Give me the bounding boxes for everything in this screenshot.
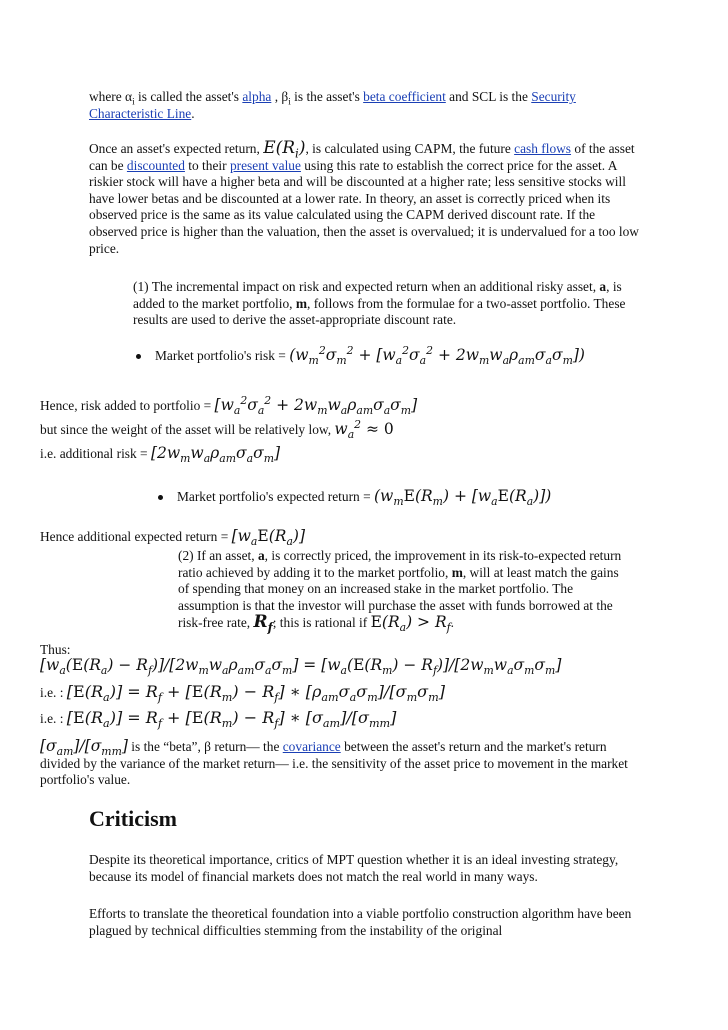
- risk-added-formula: $[w_a^2\sigma_a^2 + 2w_mw_a\rho_{am}\sigma_a\sigma_m]$: [214, 393, 418, 418]
- alpha-beta-paragraph: where $\alpha_i$ is called the asset's alpha , $\beta_i$ is the asset's beta coefficient and SCL is the Security Characteristic Line.: [89, 89, 576, 121]
- weight-approx-formula: $w_a^2 \approx 0$: [334, 417, 394, 442]
- bullet-icon: [136, 354, 141, 359]
- incremental-impact-paragraph: (1) The incremental impact on risk and expected return when an additional risky asset, a, is added to the market portfolio, m, follows from the formulae for a two-asset portfolio. These results are used to derive the asset-appropriate discount rate.: [133, 279, 626, 328]
- cash-flows-link[interactable]: cash flows: [514, 141, 572, 156]
- capm-equation-line-2: i.e. : $[E(R_a)] = R_f + [E(R_m) - R_f]$ ∗ $[\sigma_{am}]/[\sigma_{mm}]$: [40, 708, 397, 731]
- bullet-icon: [158, 495, 163, 500]
- beta-coefficient-link[interactable]: beta coefficient: [363, 89, 446, 104]
- discounted-link[interactable]: discounted: [126, 157, 185, 173]
- correct-pricing-paragraph: (2) If an asset, a, is correctly priced, the improvement in its risk-to-expected return ratio achieved by adding it to the market portfolio, m, will at least match the gains of spending that money on an increased stake in the market portfolio. The assumption is that the investor will purchase the asset with funds borrowed at the risk-free rate, $R_f$; this is rational if $E(R_a) > R_f$.: [178, 548, 622, 635]
- covariance-link[interactable]: covariance: [282, 739, 341, 754]
- market-risk-formula: $(w_m^2\sigma_m^2 + [w_a^2\sigma_a^2 + 2w_mw_a\rho_{am}\sigma_a\sigma_m])$: [289, 343, 585, 368]
- market-return-bullet: Market portfolio's expected return = $(w_mE(R_m) + [w_aE(R_a)])$: [158, 488, 628, 506]
- capm-pricing-paragraph: Once an asset's expected return, $E(R_i)$, is calculated using CAPM, the future cash flows of the asset can be discounted to their present value using this rate to establish the correct price for the asset. A riskier stock will have a higher beta and will be discounted at a higher rate; less sensitive stocks will have lower betas and be discounted at a lower rate. In theory, an asset is correctly priced when its observed price is the same as its value calculated using the CAPM derived discount rate. If the observed price is higher than the valuation, then the asset is overvalued; it is undervalued for a too low price.: [89, 138, 639, 256]
- present-value-link[interactable]: present value: [229, 157, 301, 173]
- capm-equation-line-1: i.e. : $[E(R_a)] = R_f + [E(R_m) - R_f]$ ∗ $[\rho_{am}\sigma_a\sigma_m]/[\sigma_m\sigma_m]$: [40, 682, 445, 705]
- additional-risk-formula: $[2w_mw_a\rho_{am}\sigma_a\sigma_m]$: [150, 444, 281, 466]
- additional-return-formula: $[w_aE(R_a)]$: [231, 527, 306, 549]
- criticism-heading: Criticism: [89, 806, 177, 831]
- beta-ratio-formula: $[\sigma_{am}]/[\sigma_{mm}]$: [40, 737, 128, 759]
- criticism-paragraph-2: Efforts to translate the theoretical foundation into a viable portfolio construction algorithm have been plagued by technical difficulties stemming from the instability of the original: [89, 906, 632, 938]
- expected-return-formula: $E(R_i)$: [263, 138, 306, 161]
- market-return-formula: $(w_mE(R_m) + [w_aE(R_a)])$: [374, 487, 552, 509]
- equilibrium-equation: $[w_a(E(R_a) - R_f)]/[2w_mw_a\rho_{am}\sigma_a\sigma_m] = [w_a(E(R_m) - R_f)]/[2w_mw_a\sigma_m\sigma_m]$: [40, 656, 562, 678]
- risk-added-line: Hence, risk added to portfolio = $[w_a^2\sigma_a^2 + 2w_mw_a\rho_{am}\sigma_a\sigma_m]$: [40, 393, 418, 418]
- rationality-condition-formula: $E(R_a) > R_f$: [370, 613, 451, 635]
- beta-explanation-paragraph: $[\sigma_{am}]/[\sigma_{mm}]$ is the “beta”, β return— the covariance between the asset's return and the market's return divided by the variance of the market return— i.e. the sensitivity of the asset price to movement in the market portfolio's value.: [40, 737, 628, 788]
- weight-low-line: but since the weight of the asset will be relatively low, $w_a^2 \approx 0$: [40, 417, 394, 442]
- security-characteristic-line-link[interactable]: Security Characteristic Line: [89, 89, 576, 121]
- criticism-paragraph-1: Despite its theoretical importance, critics of MPT question whether it is an ideal investing strategy, because its model of financial markets does not match the real world in many ways.: [89, 852, 619, 884]
- alpha-link[interactable]: alpha: [242, 89, 272, 104]
- additional-risk-line: i.e. additional risk = $[2w_mw_a\rho_{am}\sigma_a\sigma_m]$: [40, 444, 281, 466]
- additional-return-line: Hence additional expected return = $[w_aE(R_a)]$: [40, 527, 306, 549]
- market-risk-bullet: Market portfolio's risk = $(w_m^2\sigma_m^2 + [w_a^2\sigma_a^2 + 2w_mw_a\rho_{am}\sigma_a\sigma_m])$: [136, 347, 656, 365]
- thus-label: Thus:: [40, 642, 71, 657]
